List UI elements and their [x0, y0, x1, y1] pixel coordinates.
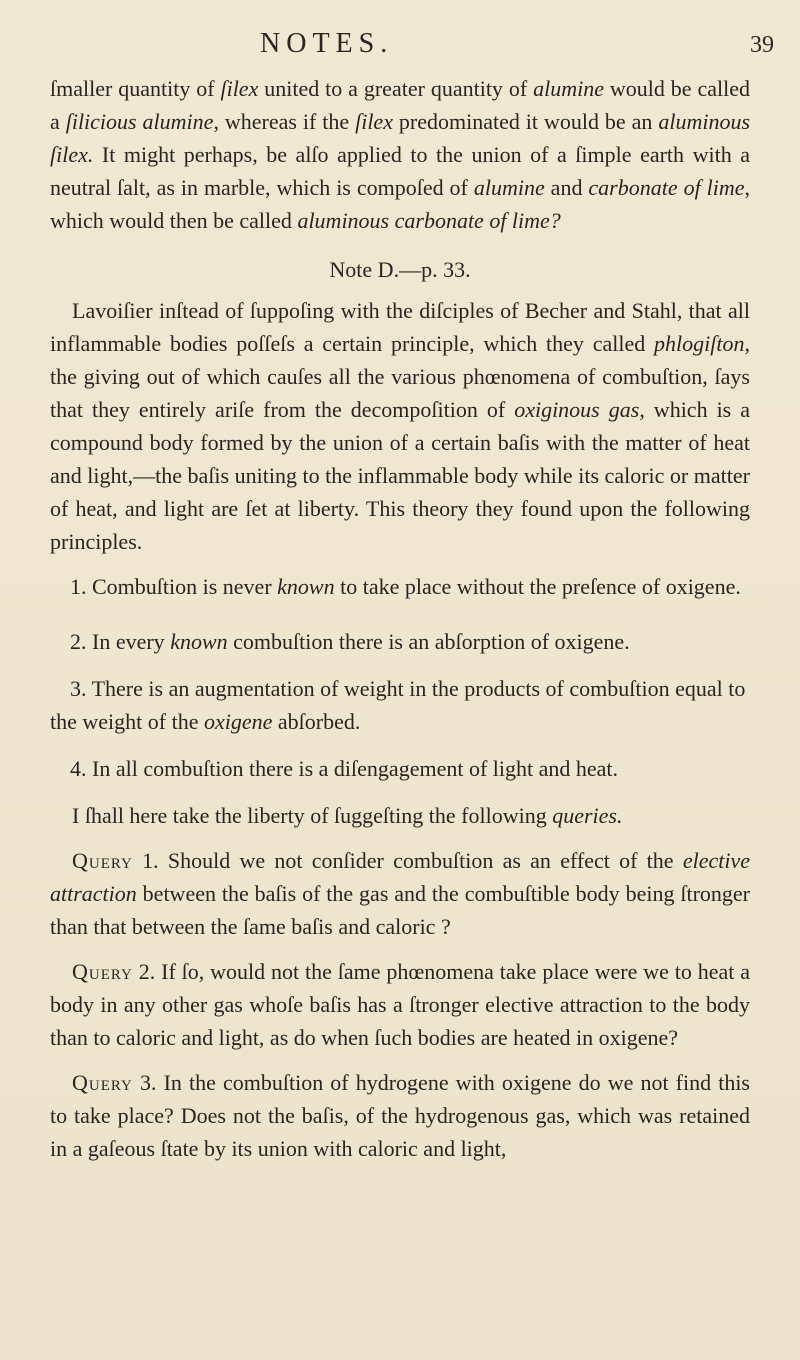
paragraph-lavoisier: [50, 294, 750, 558]
running-head: NOTES.: [260, 28, 394, 59]
principle-3: [50, 672, 750, 738]
text-run: united to a greater quantity of: [258, 76, 534, 101]
text-run: ſmaller quantity of: [50, 76, 221, 101]
page-number: 39: [750, 32, 774, 58]
italic-run: known: [170, 629, 228, 654]
text-run: abſorbed.: [272, 709, 361, 734]
text-run: to take place without the preſence of oxigene.: [334, 574, 741, 599]
principle-2: [50, 625, 750, 658]
italic-run: known: [277, 574, 335, 599]
principle-4: [50, 752, 750, 785]
text-run: It might perhaps, be alſo applied to the union of a ſimple earth with a neutral ſalt, as in marble, which is compoſed of: [50, 142, 750, 200]
query-2: [50, 955, 750, 1054]
italic-run: carbonate of lime: [588, 175, 745, 200]
text-run: 3. There is an augmentation of weight in the products of combuſtion equal to the weight of the: [50, 676, 746, 734]
text-run: , whereas if the: [213, 109, 356, 134]
italic-run: alumine: [533, 76, 604, 101]
italic-run: queries.: [552, 803, 623, 828]
query-1: [50, 844, 750, 943]
italic-run: ſilex: [220, 76, 259, 101]
text-run: 3. In the combuſtion of hydrogene with oxigene do we not find this to take place? Does not the baſis, of the hydrogenous gas, which was retained in a gaſeous ſtate by its union with caloric and light,: [50, 1070, 750, 1161]
italic-run: oxiginous gas: [514, 397, 640, 422]
text-run: I ſhall here take the liberty of ſuggeſting the following: [72, 803, 553, 828]
text-run: 2. If ſo, would not the ſame phœnomena take place were we to heat a body in any other gas whoſe baſis has a ſtronger elective attraction to the body than to caloric and light, as do when ſuch bodies are heated in oxigene?: [50, 959, 750, 1050]
smallcaps-run: Query: [72, 959, 133, 984]
note-heading: Note D.—p. 33.: [329, 257, 471, 282]
text-run: and: [544, 175, 589, 200]
smallcaps-run: Query: [72, 848, 133, 873]
text-run: 2. In every: [70, 629, 171, 654]
principle-1: [50, 570, 750, 603]
text-run: 4. In all combuſtion there is a diſengagement of light and heat.: [70, 756, 619, 781]
queries-intro: [50, 799, 750, 832]
text-run: 1. Should we not conſider combuſtion as an effect of the: [132, 848, 683, 873]
italic-run: ſilex: [355, 109, 393, 134]
text-run: , the giving out of which cauſes all the various phœnomena of combuſtion, ſays that they entirely ariſe from the decompoſition of: [50, 331, 750, 422]
italic-run: phlogiſton: [654, 331, 745, 356]
paragraph-continued: [50, 72, 750, 237]
text-run: 1. Combuſtion is never: [70, 574, 278, 599]
italic-run: oxigene: [203, 709, 273, 734]
italic-run: alumine: [473, 175, 545, 200]
text-run: , which is a compound body formed by the union of a certain baſis with the matter of heat and light,—the baſis uniting to the inflammable body while its caloric or matter of heat, and light are ſet at liberty. This theory they found upon the following principles.: [50, 397, 751, 554]
body-text: [50, 72, 750, 1177]
text-run: combuſtion there is an abſorption of oxigene.: [227, 629, 630, 654]
text-run: Lavoiſier inſtead of ſuppoſing with the diſciples of Becher and Stahl, that all inflammable bodies poſſeſs a certain principle, which they called: [50, 298, 750, 356]
query-3: [50, 1066, 750, 1165]
text-run: would be called a: [50, 76, 750, 134]
italic-run: ſilicious alumine: [65, 109, 214, 134]
italic-run: elective attraction: [50, 848, 750, 906]
text-run: between the baſis of the gas and the combuſtible body being ſtronger than that between the ſame baſis and caloric ?: [50, 881, 750, 939]
page-header: [0, 26, 800, 66]
italic-run: aluminous carbonate of lime?: [297, 208, 561, 233]
text-run: , which would then be called: [50, 175, 751, 233]
text-run: predominated it would be an: [392, 109, 659, 134]
italic-run: aluminous ſilex.: [50, 109, 751, 167]
smallcaps-run: Query: [72, 1070, 133, 1095]
